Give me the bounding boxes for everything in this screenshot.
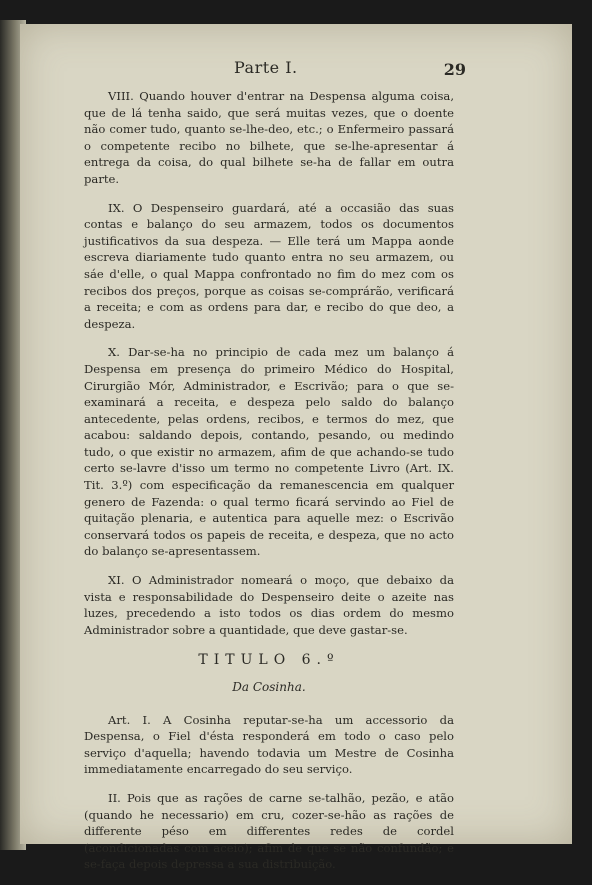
paragraph-x: X. Dar-se-ha no principio de cada mez um balanço á Despensa em presença do primeiro Médico do Hospital, Cirurgião Mór, Administrador, e Escrivão; para o que se-examinará a receita, e despeza pelo saldo do balanço antecedente, pelas ordens, recibos, e termos do mez, que acabou: saldando depois, contando, pesando, ou medindo tudo, o que existir no armazem, afim de que achando-se tudo certo se-lavre d'isso um termo no competente Livro (Art. IX. Tit. 3.º) com especificação da remanescencia em qualquer genero de Fazenda: o qual termo ficará servindo ao Fiel de quitação plenaria, e autentica para aquelle mez: o Escrivão conservará todos os papeis de receita, e despeza, que no acto do balanço se-apresentassem.	[84, 345, 454, 559]
paragraph-ii: II. Pois que as rações de carne se-talhão, pezão, e atão (quando he necessario) em cru, cozer-se-hão as rações de differente péso em differentes redes de cordel (acondicionadas com aceio); afim de que se não confundão; e se-faça depois depressa a sua distribuição.	[84, 790, 454, 872]
page-text	[84, 58, 466, 885]
section-subtitle: Da Cosinha.	[232, 680, 306, 694]
paragraph-art-i: Art. I. A Cosinha reputar-se-ha um accessorio da Despensa, o Fiel d'ésta responderá em todo o caso pelo serviço d'aquella; havendo todavia um Mestre de Cosinha immediatamente encarregado do seu serviço.	[84, 712, 454, 777]
part-heading: Parte I.	[234, 58, 298, 77]
section-title: TITULO 6.º	[198, 652, 340, 669]
paragraph-xi: XI. O Administrador nomeará o moço, que debaixo da vista e responsabilidade do Despenseiro deite o azeite nas luzes, precedendo a isto todos os dias ordem do mesmo Administrador sobre a quantidade, que deve gastar-se.	[84, 573, 454, 637]
paragraph-ix: IX. O Despenseiro guardará, até a occasião das suas contas e balanço do seu armazem, todos os documentos justificativos da sua despeza. — Elle terá um Mappa aonde escreva diariamente tudo quanto entra no seu armazem, ou sáe d'elle, o qual Mappa confrontado no fim do mez com os recibos dos preços, porque as coisas se-comprárão, verificará a receita; e com as ordens para dar, e recibo do que deo, a despeza.	[84, 200, 454, 331]
running-head	[84, 58, 466, 84]
page-number: 29	[443, 60, 466, 79]
paragraph-viii: VIII. Quando houver d'entrar na Despensa alguma coisa, que de lá tenha saido, que será muitas vezes, que o doente não comer tudo, quanto se-lhe-deo, etc.; o Enfermeiro passará o competente recibo no bilhete, que se-lhe-apresentar á entrega da coisa, do qual bilhete se-ha de fallar em outra parte.	[84, 89, 454, 186]
